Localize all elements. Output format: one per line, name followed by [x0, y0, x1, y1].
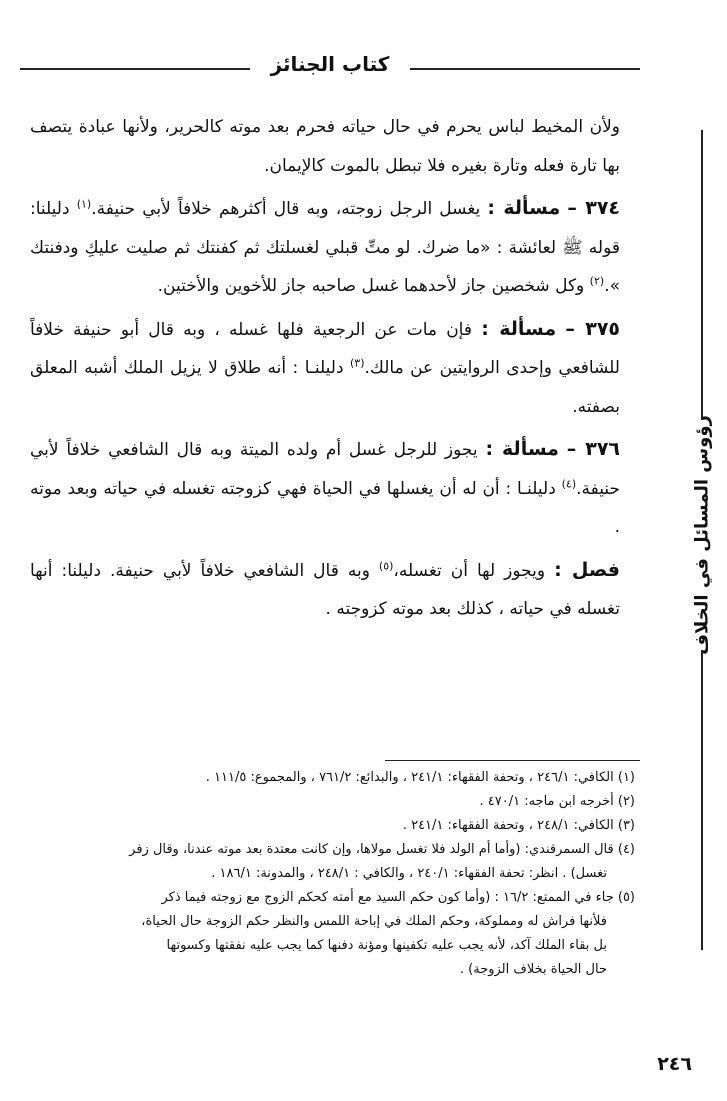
footnote-1: (١) الكافي: ٢٤٦/١ ، وتحفة الفقهاء: ٢٤١/١ ، والبدائع: ٧٦١/٢ ، والمجموع: ١١١/٥ .	[205, 770, 635, 785]
fasl-keyword: فصل :	[554, 558, 620, 581]
masala-number: ٣٧٦ –	[566, 438, 621, 460]
footnote-5-cont: حال الحياة بخلاف الزوجة) .	[459, 962, 607, 977]
main-text	[30, 108, 620, 633]
masala-number: ٣٧٥ –	[565, 317, 621, 340]
paragraph-intro	[30, 108, 620, 185]
masala-text: يغسل الرجل زوجته، وبه قال أكثرهم خلافاً لأبي حنيفة.	[91, 199, 481, 219]
chapter-title: كتاب الجنائز	[270, 52, 390, 76]
masala-keyword: مسألة :	[485, 438, 559, 460]
masala-376	[30, 430, 620, 547]
footnote-5-cont: بل بقاء الملك آكد، لأنه يجب عليه تكفينها ومؤنة دفنها كما يجب عليه نفقتها وكسوتها	[166, 938, 607, 953]
footnote-ref[interactable]: (٢)	[589, 274, 605, 288]
side-rule-top	[701, 130, 703, 420]
footnote-ref[interactable]: (٣)	[349, 356, 365, 370]
masala-text: يجوز للرجل غسل أم ولده الميتة وبه قال الشافعي خلافاً لأبي حنيفة.	[30, 440, 621, 499]
masala-375	[30, 310, 620, 427]
footnotes	[30, 766, 635, 982]
page-header	[20, 52, 640, 82]
footnote-ref[interactable]: (٤)	[561, 476, 577, 490]
footnote-rule	[385, 760, 640, 761]
masala-evidence: دليلنـا : أنه طلاق لا يزيل الملك أشبه المعلق بصفته.	[30, 358, 620, 417]
masala-keyword: مسألة :	[481, 317, 557, 340]
footnote-5-cont: فلأنها فراش له ومملوكة، وحكم الملك في إباحة اللمس والنظر حكم الزوجة حال الحياة،	[141, 914, 607, 929]
masala-evidence: دليلنا: قوله ﷺ لعائشة : «ما ضرك. لو متِّ قبلي لغسلتك ثم كفنتك ثم صليت عليكِ ودفنتك ».	[30, 199, 620, 296]
footnote-5: (٥) جاء في الممتع: ١٦/٢ : (وأما كون حكم السيد مع أمته كحكم الزوج مع زوجته فيما ذكر	[161, 890, 635, 905]
footnote-2: (٢) أخرجه ابن ماجه: ٤٧٠/١ .	[479, 794, 635, 809]
fasl-evidence: وبه قال الشافعي خلافاً لأبي حنيفة. دليلنا: أنها تغسله في حياته ، كذلك بعد موته كزوجته .	[30, 560, 620, 619]
masala-evidence-cont: وكل شخصين جاز لأحدهما غسل صاحبه جاز للأخوين والأختين.	[157, 276, 585, 296]
page-number: ٢٤٦	[657, 1053, 692, 1075]
fasl-text: ويجوز لها أن تغسله،	[393, 560, 546, 581]
masala-text: فإن مات عن الرجعية فلها غسله ، وبه قال أبو حنيفة خلافاً للشافعي وإحدى الروايتين عن مالك.	[30, 319, 620, 378]
footnote-4: (٤) قال السمرقندي: (وأما أم الولد فلا تغسل مولاها، وإن كانت معتدة بعد موته عندنا، وقال زفر	[129, 842, 635, 857]
header-rule-right	[410, 68, 640, 70]
footnote-3: (٣) الكافي: ٢٤٨/١ ، وتحفة الفقهاء: ٢٤١/١ .	[402, 818, 635, 833]
book-title-vertical: رؤوس المسائل في الخلاف	[691, 415, 713, 655]
fasl-section	[30, 551, 620, 629]
footnote-ref[interactable]: (١)	[76, 197, 92, 211]
masala-number: ٣٧٤ –	[567, 197, 621, 219]
masala-evidence: دليلنـا : أن له أن يغسلها في الحياة فهي كزوجته تغسله في حياته وبعد موته .	[30, 478, 620, 537]
footnote-4-cont: تغسل) . انظر: تحفة الفقهاء: ٢٤٠/١ ، والكافي : ٢٤٨/١ ، والمدونة: ١٨٦/١ .	[211, 866, 607, 881]
header-rule-left	[20, 68, 250, 70]
masala-keyword: مسألة :	[487, 197, 561, 219]
footnote-ref[interactable]: (٥)	[378, 558, 394, 572]
side-book-title	[687, 130, 717, 950]
side-rule-bottom	[701, 650, 703, 950]
masala-374	[30, 189, 620, 306]
intro-text: ولأن المخيط لباس يحرم في حال حياته فحرم بعد موته كالحرير، ولأنها عبادة يتصف بها تارة فعله وتارة بغيره فلا تبطل بالموت كالإيمان.	[30, 117, 620, 176]
